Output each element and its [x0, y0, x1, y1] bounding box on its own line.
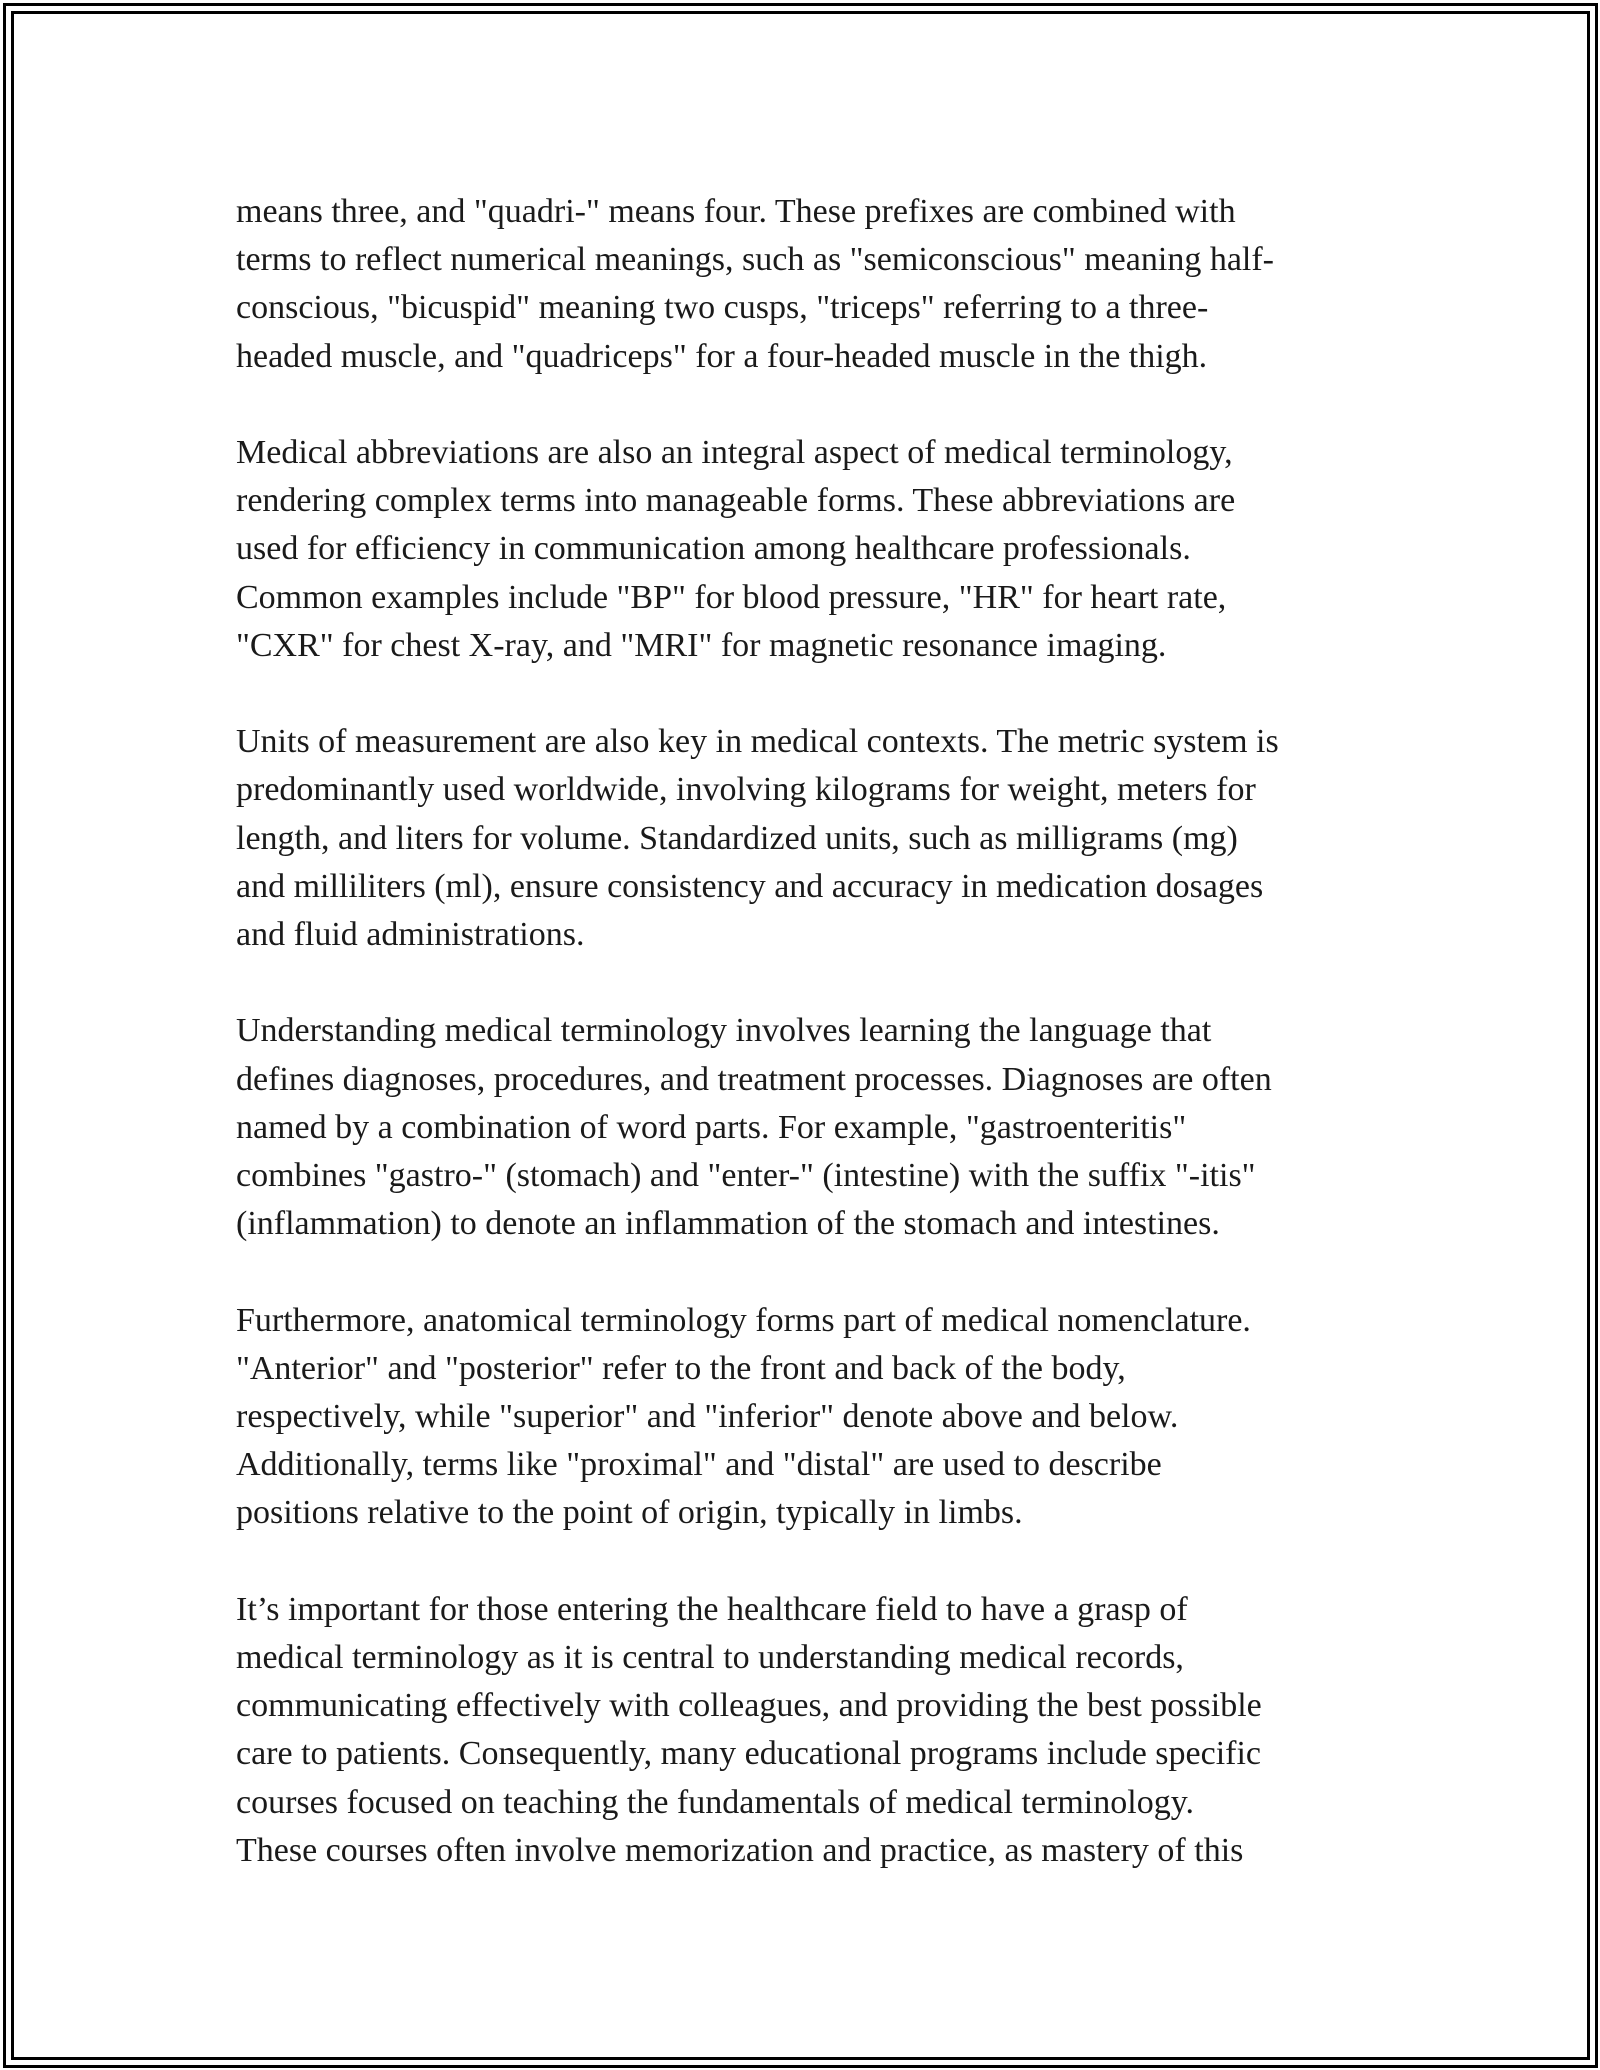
paragraph-diagnoses [236, 1007, 1386, 1248]
text-line: (inflammation) to denote an inflammation of the stomach and intestines. [236, 1205, 1220, 1243]
text-line: respectively, while "superior" and "inferior" denote above and below. [236, 1398, 1179, 1436]
text-line: and milliliters (ml), ensure consistency and accuracy in medication dosages [236, 867, 1264, 905]
text-line: means three, and "quadri-" means four. These prefixes are combined with [236, 193, 1236, 230]
text-line: care to patients. Consequently, many educational programs include specific [236, 1735, 1262, 1773]
text-line: communicating effectively with colleagues, and providing the best possible [236, 1687, 1262, 1725]
text-line: Additionally, terms like "proximal" and "distal" are used to describe [236, 1446, 1162, 1484]
text-line: Common examples include "BP" for blood pressure, "HR" for heart rate, [236, 578, 1227, 616]
text-line: These courses often involve memorization and practice, as mastery of this [236, 1831, 1244, 1869]
text-line: headed muscle, and "quadriceps" for a four-headed muscle in the thigh. [236, 337, 1208, 375]
paragraph-units-of-measurement [236, 718, 1386, 959]
text-line: Units of measurement are also key in medical contexts. The metric system is [236, 723, 1279, 761]
text-line: length, and liters for volume. Standardized units, such as milligrams (mg) [236, 819, 1238, 857]
text-line: rendering complex terms into manageable forms. These abbreviations are [236, 482, 1236, 520]
paragraph-numerical-prefixes [236, 188, 1386, 381]
text-line: Medical abbreviations are also an integral aspect of medical terminology, [236, 434, 1233, 471]
paragraph-anatomical-terminology [236, 1297, 1386, 1538]
text-line: predominantly used worldwide, involving kilograms for weight, meters for [236, 771, 1256, 809]
text-line: "CXR" for chest X-ray, and "MRI" for magnetic resonance imaging. [236, 626, 1167, 664]
text-line: medical terminology as it is central to understanding medical records, [236, 1639, 1184, 1677]
text-line: defines diagnoses, procedures, and treatment processes. Diagnoses are often [236, 1060, 1272, 1098]
text-line: used for efficiency in communication among healthcare professionals. [236, 530, 1191, 568]
text-line: terms to reflect numerical meanings, such as "semiconscious" meaning half- [236, 241, 1274, 279]
paragraph-abbreviations [236, 429, 1386, 670]
text-line: positions relative to the point of origin, typically in limbs. [236, 1494, 1023, 1532]
text-line: Furthermore, anatomical terminology forms part of medical nomenclature. [236, 1301, 1251, 1339]
paragraph-importance [236, 1586, 1386, 1875]
text-line: Understanding medical terminology involves learning the language that [236, 1012, 1212, 1050]
text-line: conscious, "bicuspid" meaning two cusps, "triceps" referring to a three- [236, 289, 1209, 327]
text-line: combines "gastro-" (stomach) and "enter-" (intestine) with the suffix "-itis" [236, 1157, 1256, 1195]
document-body [236, 188, 1386, 1923]
text-line: It’s important for those entering the healthcare field to have a grasp of [236, 1590, 1188, 1628]
text-line: named by a combination of word parts. For example, "gastroenteritis" [236, 1108, 1187, 1146]
text-line: courses focused on teaching the fundamentals of medical terminology. [236, 1783, 1194, 1821]
text-line: "Anterior" and "posterior" refer to the front and back of the body, [236, 1349, 1126, 1387]
text-line: and fluid administrations. [236, 916, 585, 954]
